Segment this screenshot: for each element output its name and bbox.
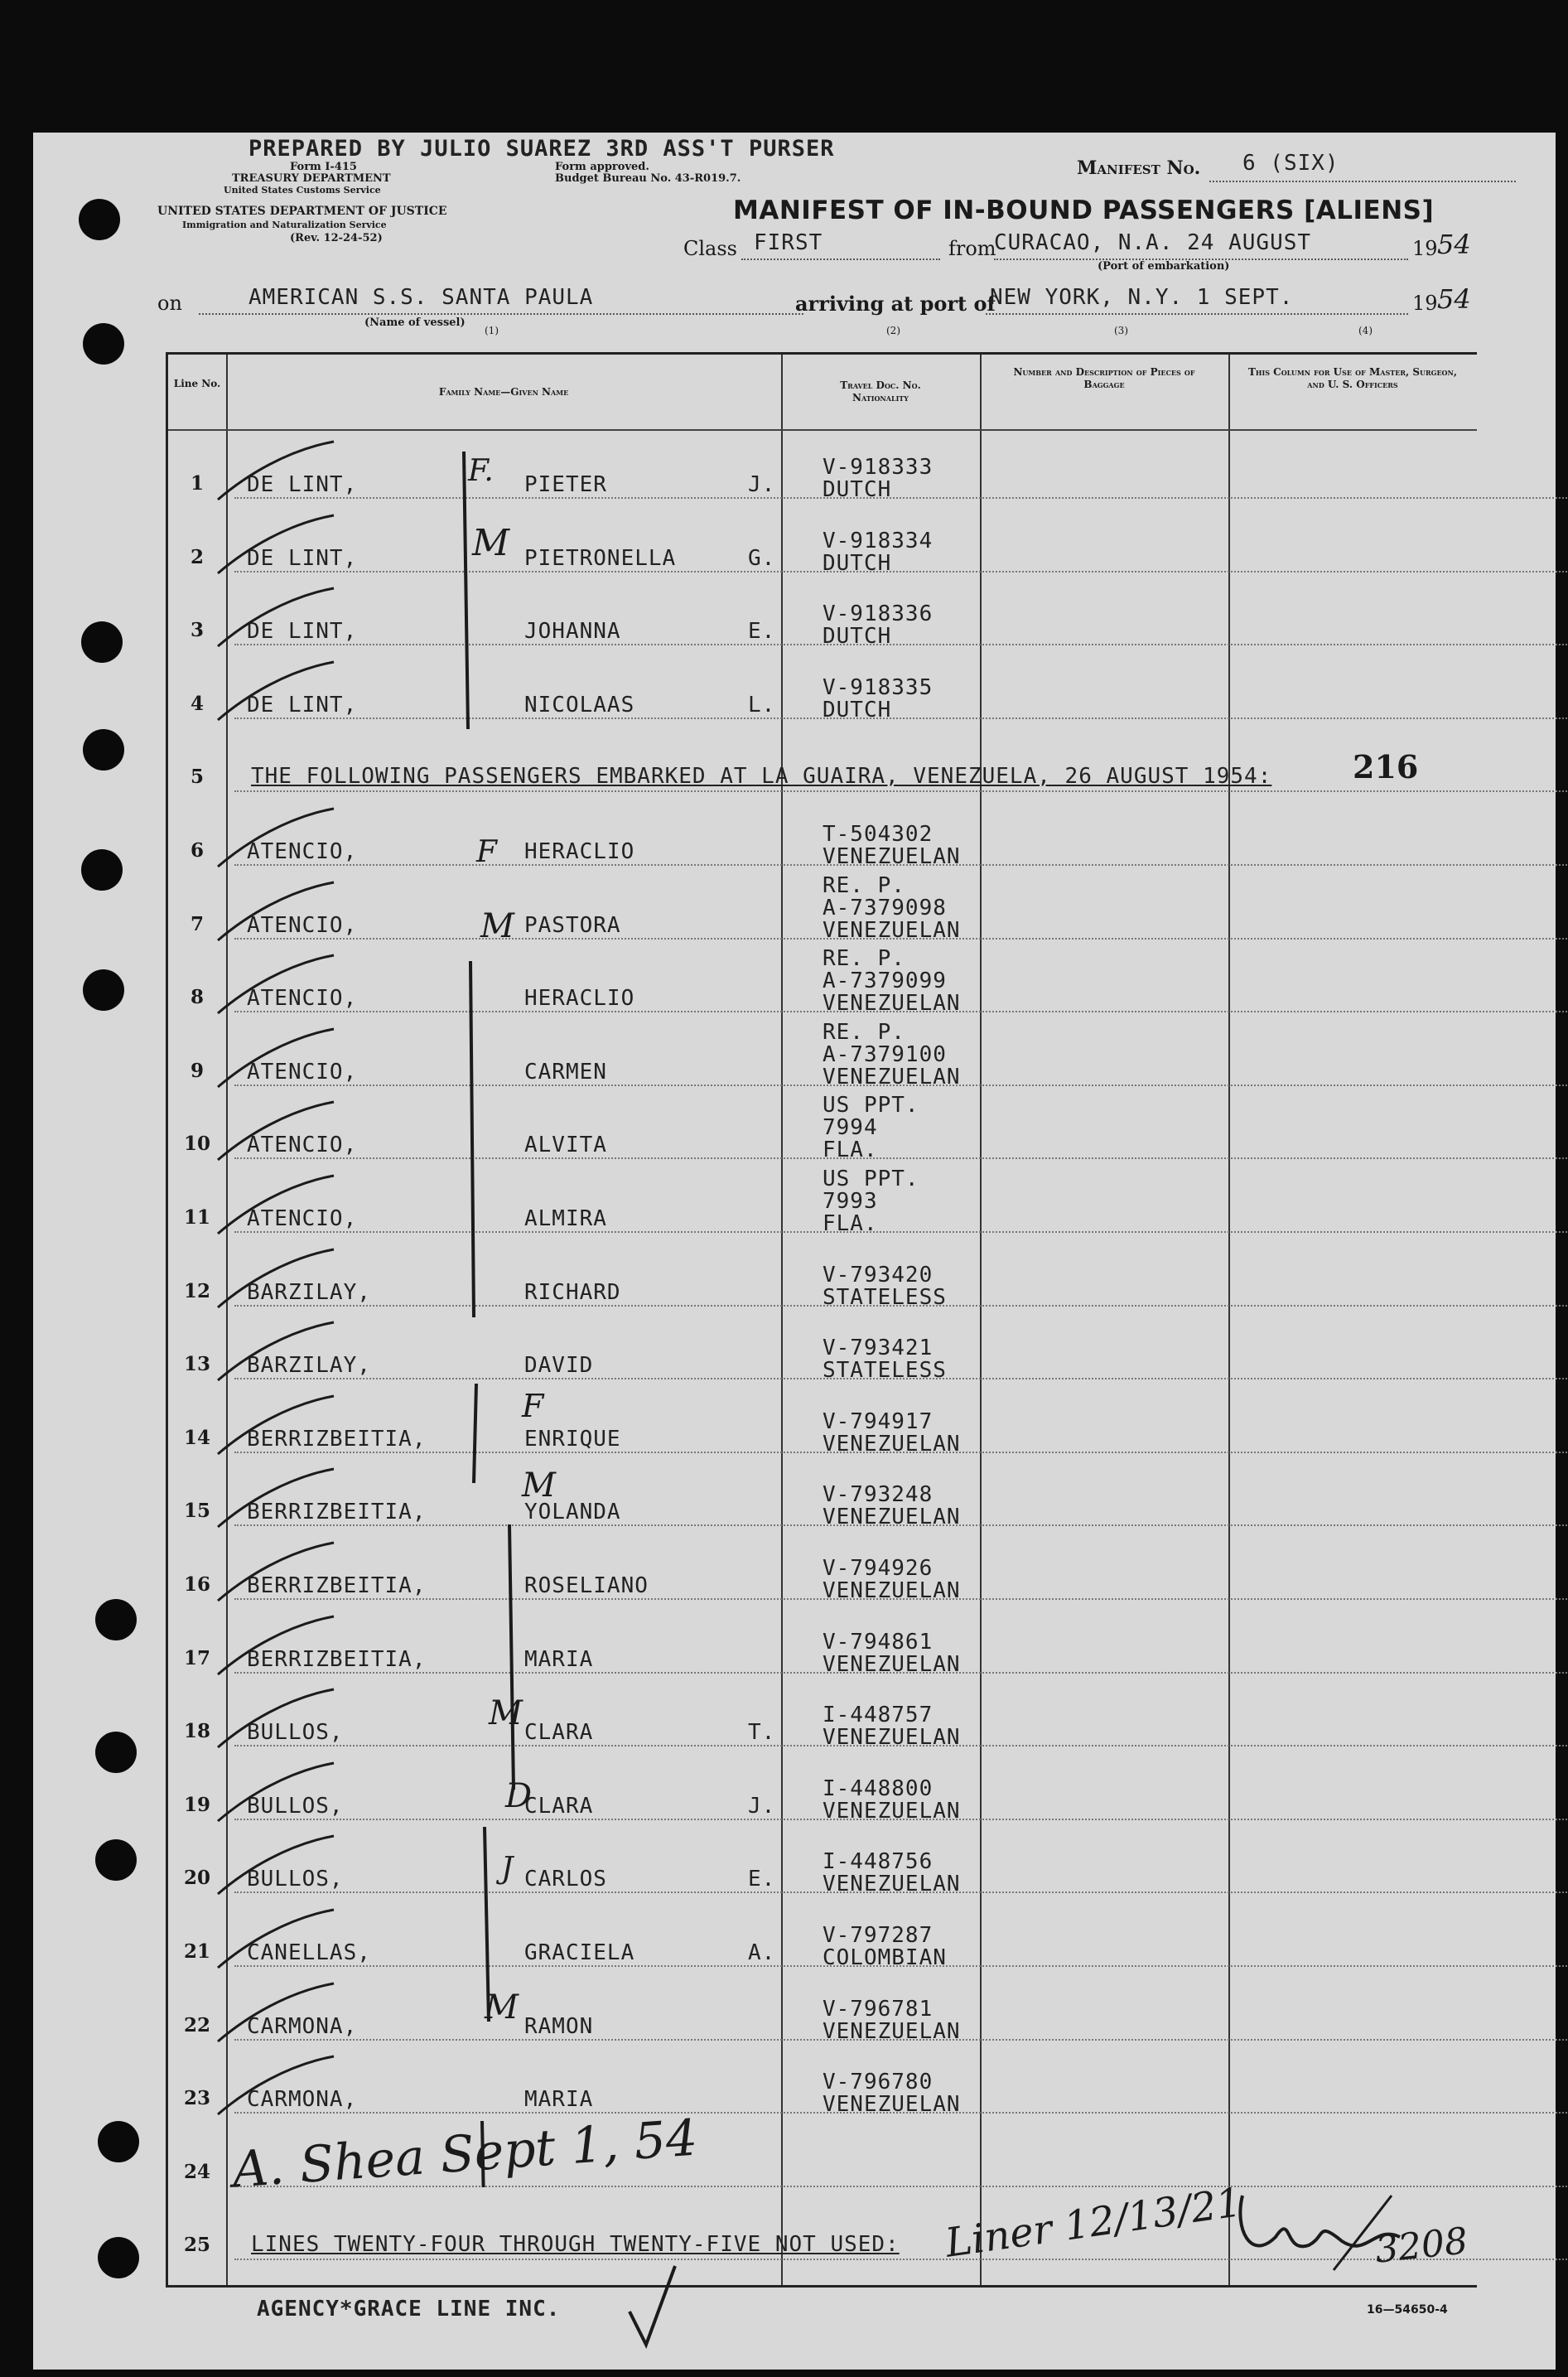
travel-doc-cell xyxy=(823,1631,961,1676)
table-row xyxy=(168,1899,1477,1972)
checkmark-tick xyxy=(214,1245,338,1312)
family-name: BULLOS, xyxy=(247,1867,344,1892)
family-name: DE LINT, xyxy=(247,692,358,717)
line-number: 25 xyxy=(183,2234,210,2257)
given-name: CLARA xyxy=(524,1720,594,1746)
travel-doc-line: US PPT. xyxy=(823,1167,919,1191)
line-number: 13 xyxy=(183,1353,210,1376)
from-year-prefix: 19 xyxy=(1412,237,1438,260)
punch-hole xyxy=(81,849,123,891)
family-name: DE LINT, xyxy=(247,472,358,497)
checkmark-tick xyxy=(214,437,338,504)
checkmark-tick xyxy=(214,804,338,871)
travel-doc-cell xyxy=(823,1558,961,1602)
family-name: ATENCIO, xyxy=(247,912,358,938)
travel-doc-line: VENEZUELAN xyxy=(823,917,961,943)
line-number: 15 xyxy=(183,1500,210,1523)
line-number: 6 xyxy=(190,839,204,862)
mark-d: D xyxy=(505,1777,533,1815)
given-name: HERACLIO xyxy=(524,839,635,864)
middle-initial: G. xyxy=(748,545,776,571)
family-brackets xyxy=(431,447,563,2187)
travel-doc-line: 7994 xyxy=(823,1115,878,1141)
table-row xyxy=(168,1018,1477,1091)
form-approved: Form approved. xyxy=(555,161,649,173)
line-number: 12 xyxy=(183,1279,210,1302)
arrival-value: NEW YORK, N.Y. 1 SEPT. xyxy=(990,285,1294,310)
mark-m: M xyxy=(489,1694,523,1732)
given-name: PIETRONELLA xyxy=(524,545,677,571)
travel-doc-line: DUTCH xyxy=(823,697,892,722)
from-value: CURACAO, N.A. 24 AUGUST xyxy=(994,230,1312,255)
checkmark-tick xyxy=(214,584,338,650)
checkmark-tick xyxy=(214,1318,338,1384)
travel-doc-cell xyxy=(823,1484,961,1529)
travel-doc-line: STATELESS xyxy=(823,1358,947,1384)
family-name: BULLOS, xyxy=(247,1793,344,1819)
checkmark-tick xyxy=(214,1025,338,1091)
travel-doc-line: RE. P. xyxy=(823,1019,905,1045)
agency-footer: AGENCY*GRACE LINE INC. xyxy=(257,2297,561,2321)
travel-doc-line: DUTCH xyxy=(823,624,892,650)
arrival-line xyxy=(986,313,1408,315)
middle-initial: J. xyxy=(748,472,776,497)
travel-doc-cell xyxy=(823,1019,961,1089)
travel-doc-line: A-7379099 xyxy=(823,969,947,994)
family-name: BERRIZBEITIA, xyxy=(247,1500,427,1525)
given-name: ALVITA xyxy=(524,1133,607,1158)
vessel-caption: (Name of vessel) xyxy=(364,316,466,329)
port-embarkation-caption: (Port of embarkation) xyxy=(1098,260,1230,273)
hdr-line-no: Line No. xyxy=(173,378,221,389)
line-number: 5 xyxy=(190,766,204,789)
col2-marker: (2) xyxy=(886,325,900,336)
travel-doc-line: VENEZUELAN xyxy=(823,1725,961,1751)
travel-doc-line: V-796780 xyxy=(823,2070,934,2095)
line-number: 23 xyxy=(183,2087,210,2110)
row-note: LINES TWENTY-FOUR THROUGH TWENTY-FIVE NOT USED: xyxy=(251,2232,900,2258)
family-name: ATENCIO, xyxy=(247,986,358,1012)
hdr-name: Family Name—Given Name xyxy=(438,386,569,398)
line-number: 19 xyxy=(183,1793,210,1816)
given-name: NICOLAAS xyxy=(524,692,635,717)
manifest-title: MANIFEST OF IN-BOUND PASSENGERS [ALIENS] xyxy=(733,196,1435,225)
mark-f: F xyxy=(522,1388,544,1424)
table-row xyxy=(168,1973,1477,2046)
rev-date: (Rev. 12-24-52) xyxy=(290,232,383,244)
family-name: DE LINT, xyxy=(247,619,358,645)
punch-hole xyxy=(95,1839,137,1881)
line-number: 21 xyxy=(183,1940,210,1963)
travel-doc-cell xyxy=(823,1168,919,1235)
family-name: CARMONA, xyxy=(247,2087,358,2113)
table-row xyxy=(168,577,1477,650)
line-number: 24 xyxy=(183,2160,210,2183)
travel-doc-cell xyxy=(823,1408,961,1457)
travel-doc-line: VENEZUELAN xyxy=(823,1798,961,1824)
travel-doc-cell xyxy=(823,1998,961,2043)
travel-doc-line: DUTCH xyxy=(823,477,892,502)
line-number: 14 xyxy=(183,1426,210,1449)
middle-initial: L. xyxy=(748,692,776,717)
travel-doc-cell xyxy=(823,948,961,1015)
mark-m: M xyxy=(472,522,510,564)
arrival-year: 54 xyxy=(1437,283,1471,315)
travel-doc-cell xyxy=(823,603,933,648)
travel-doc-cell xyxy=(823,1925,947,1969)
hdr-officers: This Column for Use of Master, Surgeon, and U. S. Officers xyxy=(1247,366,1458,390)
family-name: BARZILAY, xyxy=(247,1279,371,1305)
manifest-no-value: 6 (SIX) xyxy=(1242,151,1339,176)
given-name: JOHANNA xyxy=(524,619,621,645)
family-name: ATENCIO, xyxy=(247,1059,358,1085)
col4-marker: (4) xyxy=(1358,325,1373,336)
travel-doc-line: RE. P. xyxy=(823,946,905,972)
checkmark-tick xyxy=(214,878,338,945)
middle-initial: T. xyxy=(748,1720,776,1746)
travel-doc-line: US PPT. xyxy=(823,1093,919,1118)
line-number: 7 xyxy=(190,912,204,935)
class-label: Class xyxy=(683,237,737,260)
given-name: CLARA xyxy=(524,1793,594,1819)
table-row xyxy=(168,1385,1477,1458)
checkmark-tick xyxy=(214,951,338,1017)
travel-doc-line: A-7379098 xyxy=(823,895,947,920)
from-label: from xyxy=(948,237,996,260)
checkmark-tick xyxy=(214,1685,338,1751)
checkmark-tick xyxy=(214,1759,338,1825)
travel-doc-line: VENEZUELAN xyxy=(823,1505,961,1530)
travel-doc-line: V-797287 xyxy=(823,1923,934,1948)
given-name: GRACIELA xyxy=(524,1940,635,1965)
arriving-label: arriving at port of xyxy=(795,292,996,316)
family-name: BERRIZBEITIA, xyxy=(247,1426,427,1452)
travel-doc-line: VENEZUELAN xyxy=(823,1651,961,1677)
liner-date-note: Liner 12/13/21 xyxy=(942,2179,1245,2267)
line-number: 9 xyxy=(190,1059,204,1082)
travel-doc-cell xyxy=(823,530,933,575)
line-number: 4 xyxy=(190,692,204,715)
initials-scribble xyxy=(1234,2179,1433,2278)
line-number: 8 xyxy=(190,986,204,1009)
budget-bureau: Budget Bureau No. 43-R019.7. xyxy=(555,172,741,185)
travel-doc-line: VENEZUELAN xyxy=(823,1064,961,1089)
given-name: DAVID xyxy=(524,1353,594,1379)
table-row xyxy=(168,2046,1477,2119)
passenger-table xyxy=(166,352,1477,2288)
treasury-dept: TREASURY DEPARTMENT xyxy=(232,172,391,185)
travel-doc-line: VENEZUELAN xyxy=(823,2092,961,2118)
table-row xyxy=(168,1312,1477,1384)
row-note: THE FOLLOWING PASSENGERS EMBARKED AT LA GUAIRA, VENEZUELA, 26 AUGUST 1954: xyxy=(251,764,1272,790)
travel-doc-line: VENEZUELAN xyxy=(823,1872,961,1897)
given-name: ENRIQUE xyxy=(524,1426,621,1452)
given-name: YOLANDA xyxy=(524,1500,621,1525)
mark-m: M xyxy=(522,1466,556,1505)
travel-doc-line: 7993 xyxy=(823,1189,878,1214)
form-number: Form I-415 xyxy=(290,161,357,173)
checkmark-tick xyxy=(214,658,338,724)
punch-hole xyxy=(98,2237,139,2278)
travel-doc-line: V-918336 xyxy=(823,601,934,627)
vessel-line xyxy=(199,313,803,315)
col1-marker: (1) xyxy=(485,325,499,336)
table-row xyxy=(168,1606,1477,1679)
col3-marker: (3) xyxy=(1114,325,1128,336)
mark-f: F. xyxy=(468,454,494,488)
line-number: 16 xyxy=(183,1573,210,1596)
travel-doc-line: I-448800 xyxy=(823,1776,934,1801)
travel-doc-cell xyxy=(823,457,933,501)
travel-doc-line: V-918335 xyxy=(823,674,934,700)
travel-doc-line: V-793420 xyxy=(823,1262,934,1288)
travel-doc-line: V-794926 xyxy=(823,1556,934,1581)
table-row xyxy=(168,1752,1477,1825)
table-row xyxy=(168,798,1477,871)
travel-doc-line: V-918333 xyxy=(823,455,934,480)
dept-justice: UNITED STATES DEPARTMENT OF JUSTICE xyxy=(157,205,447,218)
travel-doc-line: V-794917 xyxy=(823,1408,934,1434)
table-row xyxy=(168,505,1477,577)
manifest-no-label: Manifest No. xyxy=(1077,157,1201,179)
from-year: 54 xyxy=(1437,229,1471,260)
form-code: 16—54650-4 xyxy=(1367,2303,1448,2317)
on-label: on xyxy=(157,292,182,315)
travel-doc-line: FLA. xyxy=(823,1211,878,1236)
given-name: RICHARD xyxy=(524,1279,621,1305)
travel-doc-cell xyxy=(823,1264,947,1309)
travel-doc-line: VENEZUELAN xyxy=(823,991,961,1017)
given-name: CARLOS xyxy=(524,1867,607,1892)
line-number: 1 xyxy=(190,472,204,495)
vessel-name: AMERICAN S.S. SANTA PAULA xyxy=(248,285,594,310)
checkmark-tick xyxy=(214,1465,338,1531)
punch-hole xyxy=(95,1732,137,1773)
line-number: 18 xyxy=(183,1720,210,1743)
travel-doc-line: VENEZUELAN xyxy=(823,844,961,869)
table-row xyxy=(168,945,1477,1017)
family-name: ATENCIO, xyxy=(247,1206,358,1231)
checkmark-tick xyxy=(214,1832,338,1898)
travel-doc-cell xyxy=(823,824,961,868)
middle-initial: J. xyxy=(748,1793,776,1819)
travel-doc-cell xyxy=(823,674,934,722)
signature-row24: A. Shea Sept 1, 54 xyxy=(230,2109,700,2200)
table-row xyxy=(168,1165,1477,1238)
punch-hole xyxy=(83,323,124,365)
table-row xyxy=(168,1091,1477,1164)
class-value: FIRST xyxy=(754,230,823,255)
travel-doc-line: FLA. xyxy=(823,1138,878,1163)
punch-hole xyxy=(98,2121,139,2162)
travel-doc-line: VENEZUELAN xyxy=(823,1578,961,1603)
punch-hole xyxy=(95,1599,137,1640)
given-name: PASTORA xyxy=(524,912,621,938)
bottom-checkmark xyxy=(621,2262,688,2353)
given-name: PIETER xyxy=(524,472,607,497)
line-number: 2 xyxy=(190,545,204,568)
punch-hole xyxy=(83,969,124,1011)
table-row xyxy=(168,431,1477,504)
prepared-by: PREPARED BY JULIO SUAREZ 3RD ASS'T PURSER xyxy=(248,136,835,162)
given-name: ALMIRA xyxy=(524,1206,607,1231)
travel-doc-cell xyxy=(823,1778,961,1823)
given-name: CARMEN xyxy=(524,1059,607,1085)
checkmark-tick xyxy=(214,1539,338,1605)
given-name: MARIA xyxy=(524,1646,594,1672)
table-row xyxy=(168,1532,1477,1605)
family-name: BARZILAY, xyxy=(247,1353,371,1379)
given-name: HERACLIO xyxy=(524,986,635,1012)
line-number: 20 xyxy=(183,1867,210,1890)
line-number: 22 xyxy=(183,2013,210,2036)
hdr-travel-doc: Travel Doc. No. Nationality xyxy=(840,379,921,403)
punch-hole xyxy=(81,621,123,663)
travel-doc-line: COLOMBIAN xyxy=(823,1945,947,1970)
table-row xyxy=(168,1239,1477,1312)
family-name: DE LINT, xyxy=(247,545,358,571)
checkmark-tick xyxy=(214,1098,338,1164)
table-row xyxy=(168,651,1477,724)
table-row xyxy=(168,872,1477,945)
middle-initial: E. xyxy=(748,1867,776,1892)
travel-doc-line: RE. P. xyxy=(823,872,905,898)
checkmark-tick xyxy=(214,1612,338,1679)
given-name: ROSELIANO xyxy=(524,1573,649,1598)
checkmark-tick xyxy=(214,1392,338,1458)
given-name: RAMON xyxy=(524,2013,594,2039)
corner-number: 3208 xyxy=(1373,2220,1470,2272)
checkmark-tick xyxy=(214,1172,338,1238)
arrival-year-prefix: 19 xyxy=(1412,292,1438,315)
ins-label: Immigration and Naturalization Service xyxy=(182,220,387,230)
travel-doc-line: A-7379100 xyxy=(823,1041,947,1067)
middle-initial: A. xyxy=(748,1940,776,1965)
manifest-no-line xyxy=(1209,181,1516,182)
mark-f: F xyxy=(476,835,497,869)
table-row xyxy=(168,1679,1477,1751)
punch-hole xyxy=(79,199,120,240)
travel-doc-cell xyxy=(823,872,961,943)
checkmark-tick xyxy=(214,1906,338,1972)
manifest-sheet xyxy=(33,133,1556,2370)
travel-doc-cell xyxy=(823,1337,947,1382)
officer-stamp-216: 216 xyxy=(1353,748,1419,785)
family-name: BERRIZBEITIA, xyxy=(247,1573,427,1598)
travel-doc-cell xyxy=(823,1704,961,1749)
mark-m: M xyxy=(480,907,514,945)
family-name: ATENCIO, xyxy=(247,839,358,864)
checkmark-tick xyxy=(214,511,338,577)
travel-doc-line: V-793421 xyxy=(823,1336,934,1361)
line-number: 17 xyxy=(183,1646,210,1669)
travel-doc-line: VENEZUELAN xyxy=(823,1431,961,1457)
family-name: CARMONA, xyxy=(247,2013,358,2039)
travel-doc-cell xyxy=(823,2071,961,2116)
family-name: BERRIZBEITIA, xyxy=(247,1646,427,1672)
family-name: ATENCIO, xyxy=(247,1133,358,1158)
given-name: MARIA xyxy=(524,2087,594,2113)
line-number: 10 xyxy=(183,1133,210,1156)
table-row xyxy=(168,1825,1477,1898)
travel-doc-line: DUTCH xyxy=(823,550,892,576)
hdr-baggage: Number and Description of Pieces of Baggage xyxy=(1013,366,1195,390)
mark-j: J xyxy=(501,1852,514,1886)
mark-m: M xyxy=(485,1988,519,2027)
travel-doc-line: I-448756 xyxy=(823,1849,934,1875)
line-number: 3 xyxy=(190,619,204,642)
middle-initial: E. xyxy=(748,619,776,645)
punch-hole xyxy=(83,729,124,771)
customs-service: United States Customs Service xyxy=(224,185,381,196)
travel-doc-cell xyxy=(823,1851,961,1896)
travel-doc-line: VENEZUELAN xyxy=(823,2018,961,2044)
travel-doc-line: V-793248 xyxy=(823,1482,934,1508)
travel-doc-line: V-918334 xyxy=(823,528,934,553)
table-row xyxy=(168,724,1477,797)
travel-doc-line: V-796781 xyxy=(823,1996,934,2022)
travel-doc-line: I-448757 xyxy=(823,1703,934,1728)
family-name: CANELLAS, xyxy=(247,1940,371,1965)
checkmark-tick xyxy=(214,1979,338,2046)
travel-doc-line: STATELESS xyxy=(823,1284,947,1310)
family-name: BULLOS, xyxy=(247,1720,344,1746)
line-number: 11 xyxy=(183,1206,210,1229)
class-line xyxy=(741,258,940,260)
travel-doc-line: T-504302 xyxy=(823,822,934,847)
travel-doc-line: V-794861 xyxy=(823,1629,934,1655)
travel-doc-cell xyxy=(823,1094,919,1162)
checkmark-tick xyxy=(214,2052,338,2119)
table-row xyxy=(168,1458,1477,1531)
